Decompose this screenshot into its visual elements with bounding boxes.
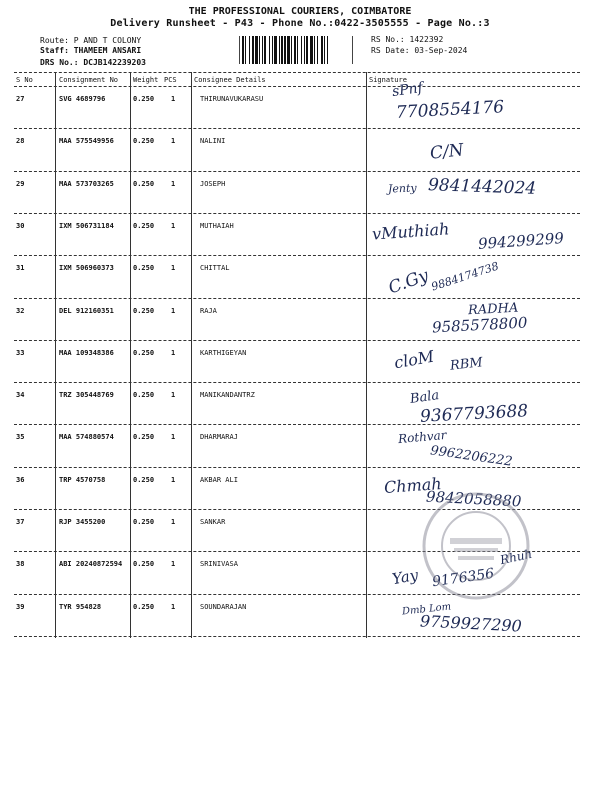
row-sno: 27 [16, 95, 25, 103]
row-consignee: KARTHIGEYAN [200, 348, 247, 357]
signature-row-38-mark: Yay [390, 565, 420, 589]
rs-no-label: RS No.: [371, 35, 405, 44]
row-weight: 0.250 [133, 306, 155, 315]
barcode-bar [291, 36, 292, 64]
row-consignment-no: TRP 4570758 [59, 475, 106, 484]
row-weight: 0.250 [133, 602, 155, 611]
col-header-consignee: Consignee Details [194, 76, 266, 84]
col-sep-1 [55, 72, 56, 638]
barcode-bar [310, 36, 313, 64]
row-consignee: AKBAR ALI [200, 475, 238, 484]
barcode-bar [242, 36, 244, 64]
signature-row-36-mark: Chmah [383, 474, 443, 497]
rs-date-value: 03-Sep-2024 [414, 46, 468, 55]
barcode-bar [306, 36, 308, 64]
col-header-sno: S No [16, 76, 33, 84]
row-pcs: 1 [171, 348, 176, 357]
row-pcs: 1 [171, 518, 176, 526]
row-consignment-no: TYR 954828 [59, 602, 102, 611]
barcode-bar [281, 36, 283, 64]
row-pcs: 1 [171, 475, 176, 484]
barcode-bar [279, 36, 280, 64]
route-line [40, 36, 141, 45]
signature-row-30-mark: vMuthiah [371, 219, 450, 244]
barcode-bar [297, 36, 298, 64]
row-pcs: 1 [171, 137, 176, 146]
rs-date-line [371, 46, 467, 55]
col-header-signature: Signature [369, 76, 407, 84]
row-pcs: 1 [171, 433, 176, 442]
barcode-bar [314, 36, 315, 64]
barcode-bar [294, 36, 296, 64]
row-pcs: 1 [171, 306, 176, 315]
signature-row-36: 9842058880 [425, 487, 522, 511]
row-sno: 34 [16, 391, 25, 400]
signature-row-29-mark: Jenty [387, 181, 417, 196]
row-sno: 30 [16, 221, 25, 230]
signature-row-30: 994299299 [477, 229, 565, 253]
row-divider [14, 255, 580, 256]
row-pcs: 1 [171, 264, 176, 273]
row-consignment-no: TRZ 305448769 [59, 391, 114, 400]
barcode-bar [317, 36, 318, 64]
signature-row-27: 7708554176 [395, 97, 505, 123]
signature-row-35-mark: Rothvar [397, 427, 448, 447]
signature-row-31: 9884174738 [429, 259, 501, 294]
signature-row-31-mark: C.Gy [385, 265, 432, 299]
row-weight: 0.250 [133, 137, 155, 146]
row-consignee: MANIKANDANTRZ [200, 391, 255, 400]
row-sno: 32 [16, 306, 25, 315]
runsheet-heading: Delivery Runsheet - P43 - Phone No.:0422-3505555 - Page No.:3 [110, 18, 490, 29]
row-consignee: RAJA [200, 306, 217, 315]
rs-no-line [371, 35, 443, 44]
col-sep-4 [366, 72, 367, 638]
row-pcs: 1 [171, 602, 176, 611]
signature-row-34-mark: Bala [409, 388, 441, 407]
signature-row-33: cloM [392, 346, 436, 373]
row-weight: 0.250 [133, 391, 155, 400]
row-weight: 0.250 [133, 179, 155, 188]
row-weight: 0.250 [133, 433, 155, 442]
barcode-bar [274, 36, 277, 64]
signature-row-39: 9759927290 [419, 611, 523, 636]
row-consignee: MUTHAIAH [200, 221, 234, 230]
row-divider [14, 382, 580, 383]
row-divider [14, 128, 580, 129]
signature-row-28: C/N [429, 140, 465, 164]
row-consignee: SOUNDARAJAN [200, 602, 247, 611]
route-value: P AND T COLONY [73, 36, 142, 45]
drs-label: DRS No.: [40, 58, 79, 67]
signature-row-32-mark: RADHA [467, 300, 519, 319]
row-sno: 39 [16, 602, 25, 611]
row-consignment-no: IXM 506731184 [59, 221, 114, 230]
row-consignment-no: MAA 575549956 [59, 137, 114, 146]
company-name: THE PROFESSIONAL COURIERS, COIMBATORE [188, 6, 412, 17]
barcode-bar [269, 36, 270, 64]
row-consignment-no: SVG 4689796 [59, 95, 106, 103]
row-weight: 0.250 [133, 221, 155, 230]
barcode-bar [301, 36, 302, 64]
row-sno: 35 [16, 433, 25, 442]
row-consignment-no: MAA 574880574 [59, 433, 114, 442]
row-weight: 0.250 [133, 518, 155, 526]
signature-row-38-scrawl: Rhuh [498, 546, 534, 568]
table-header-rule [14, 86, 580, 87]
barcode-bar [284, 36, 286, 64]
barcode-bar [287, 36, 290, 64]
signature-row-39-mark: Dmb Lom [401, 601, 452, 618]
barcode-bar [324, 36, 325, 64]
rubber-stamp [420, 487, 532, 602]
col-header-pcs: PCS [164, 76, 177, 84]
signature-row-35: 9962206222 [429, 443, 514, 470]
row-consignment-no: DEL 912160351 [59, 306, 114, 315]
table-top-rule [14, 72, 580, 73]
row-weight: 0.250 [133, 264, 155, 273]
col-sep-3 [191, 72, 192, 638]
barcode-bar [264, 36, 266, 64]
row-consignee: DHARMARAJ [200, 433, 238, 442]
row-consignment-no: IXM 506960373 [59, 264, 114, 273]
row-consignment-no: MAA 109348386 [59, 348, 114, 357]
row-weight: 0.250 [133, 95, 155, 103]
row-pcs: 1 [171, 221, 176, 230]
row-sno: 38 [16, 560, 25, 569]
row-sno: 37 [16, 518, 25, 526]
barcode-bar [262, 36, 263, 64]
row-divider [14, 340, 580, 341]
row-sno: 36 [16, 475, 25, 484]
barcode-bar [321, 36, 323, 64]
rs-no-value: 1422392 [409, 35, 444, 44]
row-pcs: 1 [171, 179, 176, 188]
row-divider [14, 298, 580, 299]
row-sno: 28 [16, 137, 25, 146]
col-header-consignment: Consignment No [59, 76, 119, 84]
signature-row-34: 9367793688 [419, 401, 529, 427]
barcode-bar [304, 36, 305, 64]
barcode-bar [255, 36, 258, 64]
barcode-bar [259, 36, 260, 64]
row-consignee: CHITTAL [200, 264, 230, 273]
row-weight: 0.250 [133, 560, 155, 569]
drs-value: DCJB142239203 [83, 58, 146, 67]
signature-row-38: 9176356 [431, 565, 496, 591]
barcode-bar [252, 36, 254, 64]
col-header-weight: Weight [133, 76, 159, 84]
row-consignee: SANKAR [200, 518, 226, 526]
signature-scribble: sPnf [391, 79, 424, 101]
staff-line [40, 46, 141, 55]
row-consignee: SRINIVASA [200, 560, 238, 569]
row-divider [14, 171, 580, 172]
rs-date-label: RS Date: [371, 46, 410, 55]
row-pcs: 1 [171, 560, 176, 569]
row-consignment-no: MAA 573703265 [59, 179, 114, 188]
row-weight: 0.250 [133, 348, 155, 357]
row-sno: 29 [16, 179, 25, 188]
row-pcs: 1 [171, 95, 176, 103]
row-consignee: NALINI [200, 137, 226, 146]
staff-value: THAMEEM ANSARI [73, 46, 142, 55]
signature-row-32: 9585578800 [431, 313, 528, 337]
row-divider [14, 424, 580, 425]
row-pcs: 1 [171, 391, 176, 400]
staff-label: Staff: [40, 46, 69, 55]
row-consignee: JOSEPH [200, 179, 226, 188]
barcode-bar [327, 36, 328, 64]
barcode-bars [240, 36, 352, 64]
row-consignment-no: ABI 20240872594 [59, 560, 123, 569]
barcode-bar [245, 36, 246, 64]
route-label: Route: [40, 36, 69, 45]
row-consignee: THIRUNAVUKARASU [200, 95, 264, 103]
row-consignment-no: RJP 3455200 [59, 518, 106, 526]
row-sno: 31 [16, 264, 25, 273]
drs-line [40, 58, 146, 67]
row-sno: 33 [16, 348, 25, 357]
signature-row-29: 9841442024 [427, 175, 537, 199]
row-weight: 0.250 [133, 475, 155, 484]
barcode [239, 36, 353, 64]
col-sep-2 [130, 72, 131, 638]
barcode-bar [249, 36, 250, 64]
signature-row-33-mark: RBM [449, 355, 484, 374]
row-divider [14, 213, 580, 214]
barcode-bar [272, 36, 273, 64]
row-divider [14, 636, 580, 637]
